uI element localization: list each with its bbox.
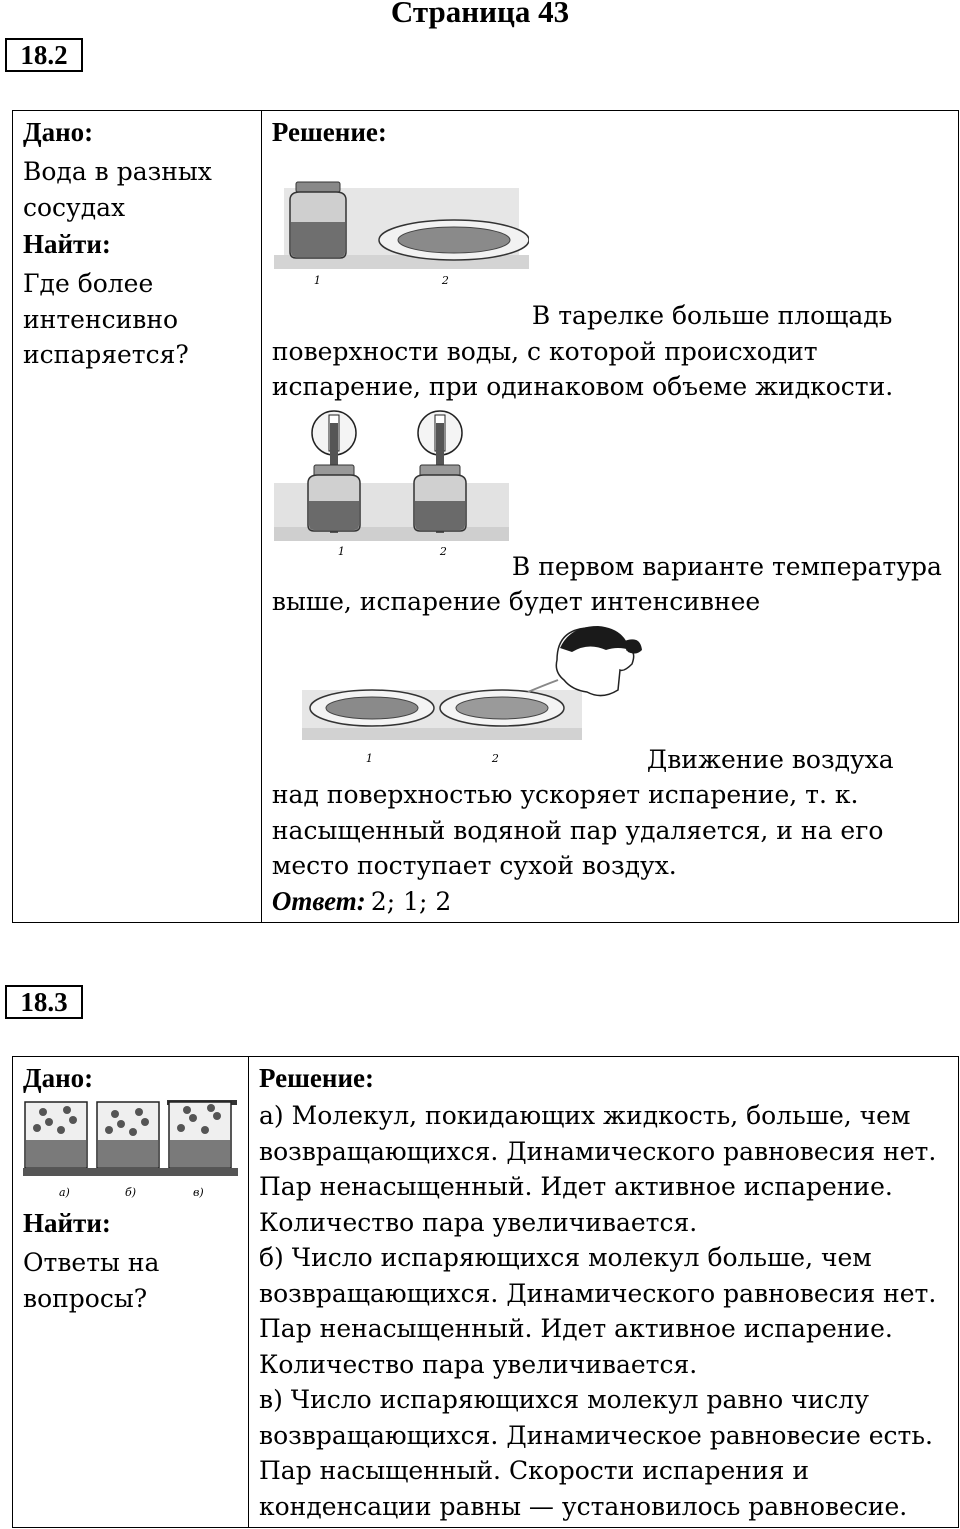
find-text: Где более интенсивно испаряется? (23, 269, 189, 369)
fig3-label-1: 1 (365, 751, 373, 765)
given-cell-2 (13, 1057, 249, 1528)
solution-line: Количество пара увеличивается. (259, 1349, 698, 1379)
given-label: Дано: (23, 117, 94, 147)
solution-line: Количество пара увеличивается. (259, 1207, 698, 1237)
solution-label: Решение: (271, 117, 387, 147)
solution-line: возвращающихся. Динамическое равновесие есть. (259, 1420, 933, 1450)
given-cell (13, 111, 262, 923)
task-table-18-2 (12, 110, 959, 923)
solution-line: в) Число испаряющихся молекул равно числу (259, 1385, 869, 1414)
fig1-label-2: 2 (441, 274, 449, 287)
solution-line: б) Число испаряющихся молекул больше, чем (259, 1243, 872, 1272)
fig1-label-1: 1 (313, 274, 321, 287)
solution-line: Пар насыщенный. Скорости испарения и (259, 1456, 809, 1485)
figure-beakers (23, 1100, 238, 1204)
find-text-2: Ответы на вопросы? (23, 1248, 160, 1313)
solution-cell-2 (249, 1057, 959, 1528)
solution-paragraph-1: В тарелке больше площадь поверхности воды, с которой происходит испарение, при одинаковом объеме жидкости. (271, 301, 894, 401)
solution-paragraph-2: В первом варианте температура выше, испарение будет интенсивнее (271, 551, 942, 616)
page-title: Страница 43 (390, 0, 570, 29)
fig2-label-1: 1 (337, 544, 345, 558)
solution-line: конденсации равны — установилось равновесие. (259, 1491, 908, 1521)
task-table-18-3 (12, 1056, 959, 1528)
solution-label-2: Решение: (259, 1063, 374, 1093)
fig3-label-2: 2 (491, 751, 499, 765)
find-label-2: Найти: (23, 1208, 111, 1238)
answer-value: 2; 1; 2 (370, 886, 452, 916)
beaker-label-a: а) (59, 1186, 70, 1199)
given-label-2: Дано: (23, 1063, 94, 1093)
figure-jar-and-plate (274, 160, 529, 300)
beaker-label-v: в) (193, 1186, 204, 1199)
task-number-18-3: 18.3 (5, 985, 83, 1019)
figure-plates-and-girl (302, 620, 642, 760)
solution-paragraph-3: Движение воздуха над поверхностью ускоряет испарение, т. к. насыщенный водяной пар удаляется, и на его место поступает сухой воздух. (271, 744, 894, 880)
solution-line: возвращающихся. Динамического равновесия нет. (259, 1278, 937, 1308)
find-label: Найти: (23, 229, 111, 259)
solution-line: а) Молекул, покидающих жидкость, больше, чем (259, 1101, 911, 1130)
given-text: Вода в разных сосудах (23, 157, 212, 222)
figure-thermometers (274, 409, 514, 559)
beaker-label-b: б) (125, 1186, 137, 1199)
solution-line: возвращающихся. Динамического равновесия нет. (259, 1136, 937, 1166)
solution-line: Пар ненасыщенный. Идет активное испарение. (259, 1172, 893, 1201)
task-number-18-2: 18.2 (5, 38, 83, 72)
answer-label: Ответ: (271, 885, 366, 916)
fig2-label-2: 2 (439, 544, 447, 558)
solution-cell (261, 111, 958, 923)
solution-line: Пар ненасыщенный. Идет активное испарение. (259, 1314, 893, 1343)
